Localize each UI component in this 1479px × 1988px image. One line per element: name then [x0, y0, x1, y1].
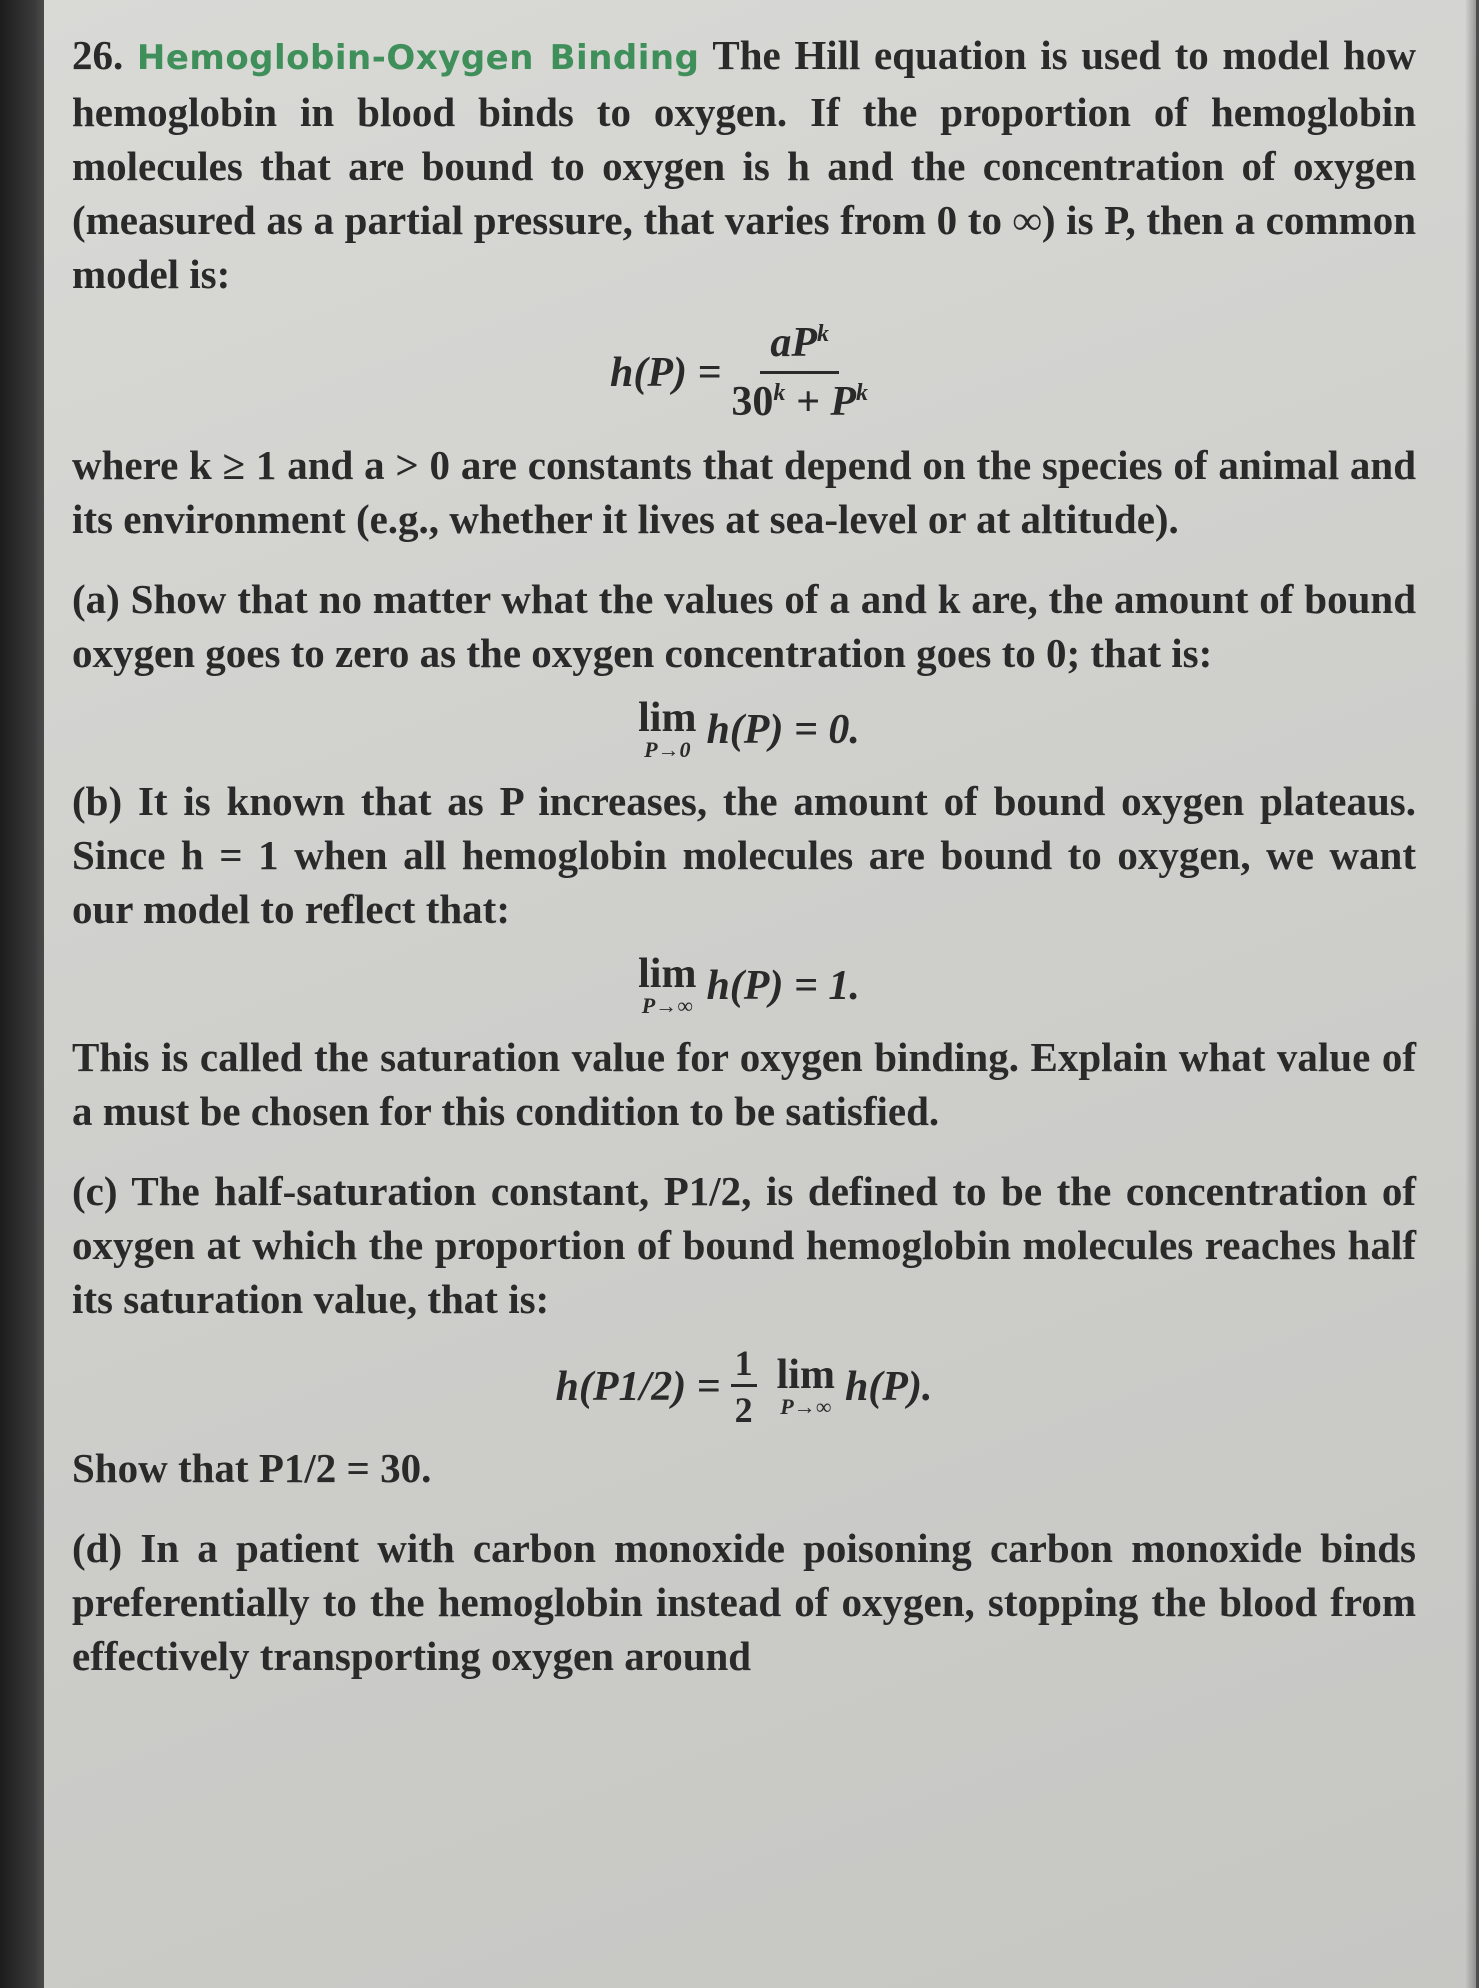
problem-title: Hemoglobin-Oxygen Binding — [136, 38, 700, 78]
lim-word: lim — [638, 695, 697, 741]
part-c-after: Show that P1/2 = 30. — [72, 1445, 432, 1491]
part-c-label: (c) — [72, 1168, 118, 1214]
lim-subscript: P→∞ — [641, 993, 693, 1018]
part-c-equation — [72, 1344, 1416, 1429]
part-c-eq-lhs: h(P1/2) = — [555, 1363, 721, 1410]
hill-equation-lhs: h(P) = — [609, 349, 722, 396]
part-a-label: (a) — [72, 576, 120, 622]
part-b-after: This is called the saturation value for oxygen binding. Explain what value of a must be chosen for this condition to be satisfied. — [72, 1034, 1416, 1134]
equation-explanation: where k ≥ 1 and a > 0 are constants that depend on the species of animal and its environment (e.g., whether it lives at sea-level or at altitude). — [72, 442, 1416, 542]
one-half-fraction: $\frac{1}{2}$ — [731, 1344, 757, 1429]
part-a — [72, 572, 1416, 680]
lim-word: lim — [638, 951, 697, 997]
problem-intro — [72, 28, 1416, 301]
part-b-text: It is known that as P increases, the amount of bound oxygen plateaus. Since h = 1 when all hemoglobin molecules are bound to oxygen, we want our model to reflect that: — [72, 778, 1417, 932]
lim-subscript: P→0 — [644, 737, 691, 762]
textbook-page — [44, 0, 1476, 1988]
part-b-limit — [72, 951, 1416, 1018]
part-b — [72, 774, 1416, 936]
lim-subscript: P→∞ — [780, 1393, 832, 1419]
hill-equation-denominator: $30^k + P^k$ — [731, 379, 868, 425]
part-b-limit-rest: h(P) = 1. — [706, 963, 860, 1009]
part-b-label: (b) — [72, 778, 123, 824]
part-d-text: In a patient with carbon monoxide poisoning carbon monoxide binds preferentially to the hemoglobin instead of oxygen, stopping the blood from effectively transporting oxygen around — [72, 1525, 1417, 1679]
part-c-text: The half-saturation constant, P1/2, is defined to be the concentration of oxygen at which the proportion of bound hemoglobin molecules reaches half its saturation value, that is: — [72, 1168, 1416, 1322]
part-d-label: (d) — [72, 1525, 123, 1571]
page-right-edge — [1465, 0, 1479, 1988]
part-d — [72, 1521, 1416, 1683]
lim-word: lim — [776, 1351, 835, 1398]
hill-equation — [72, 319, 1416, 426]
hill-equation-fraction — [731, 319, 868, 426]
part-a-limit — [72, 695, 1416, 762]
part-c-eq-rest: h(P). — [844, 1363, 933, 1410]
problem-number: 26. — [72, 32, 124, 78]
part-a-limit-rest: h(P) = 0. — [706, 707, 860, 753]
part-c — [72, 1164, 1416, 1326]
problem-intro-text: The Hill equation is used to model how hemoglobin in blood binds to oxygen. If the proportion of hemoglobin molecules that are bound to oxygen is h and the concentration of oxygen (measured as a partial pressure, that varies from 0 to ∞) is P, then a common model is: — [72, 32, 1416, 297]
hill-equation-numerator: $aP^k$ — [760, 319, 839, 374]
part-a-text: Show that no matter what the values of a and k are, the amount of bound oxygen goes to zero as the oxygen concentration goes to 0; that is: — [72, 576, 1416, 676]
